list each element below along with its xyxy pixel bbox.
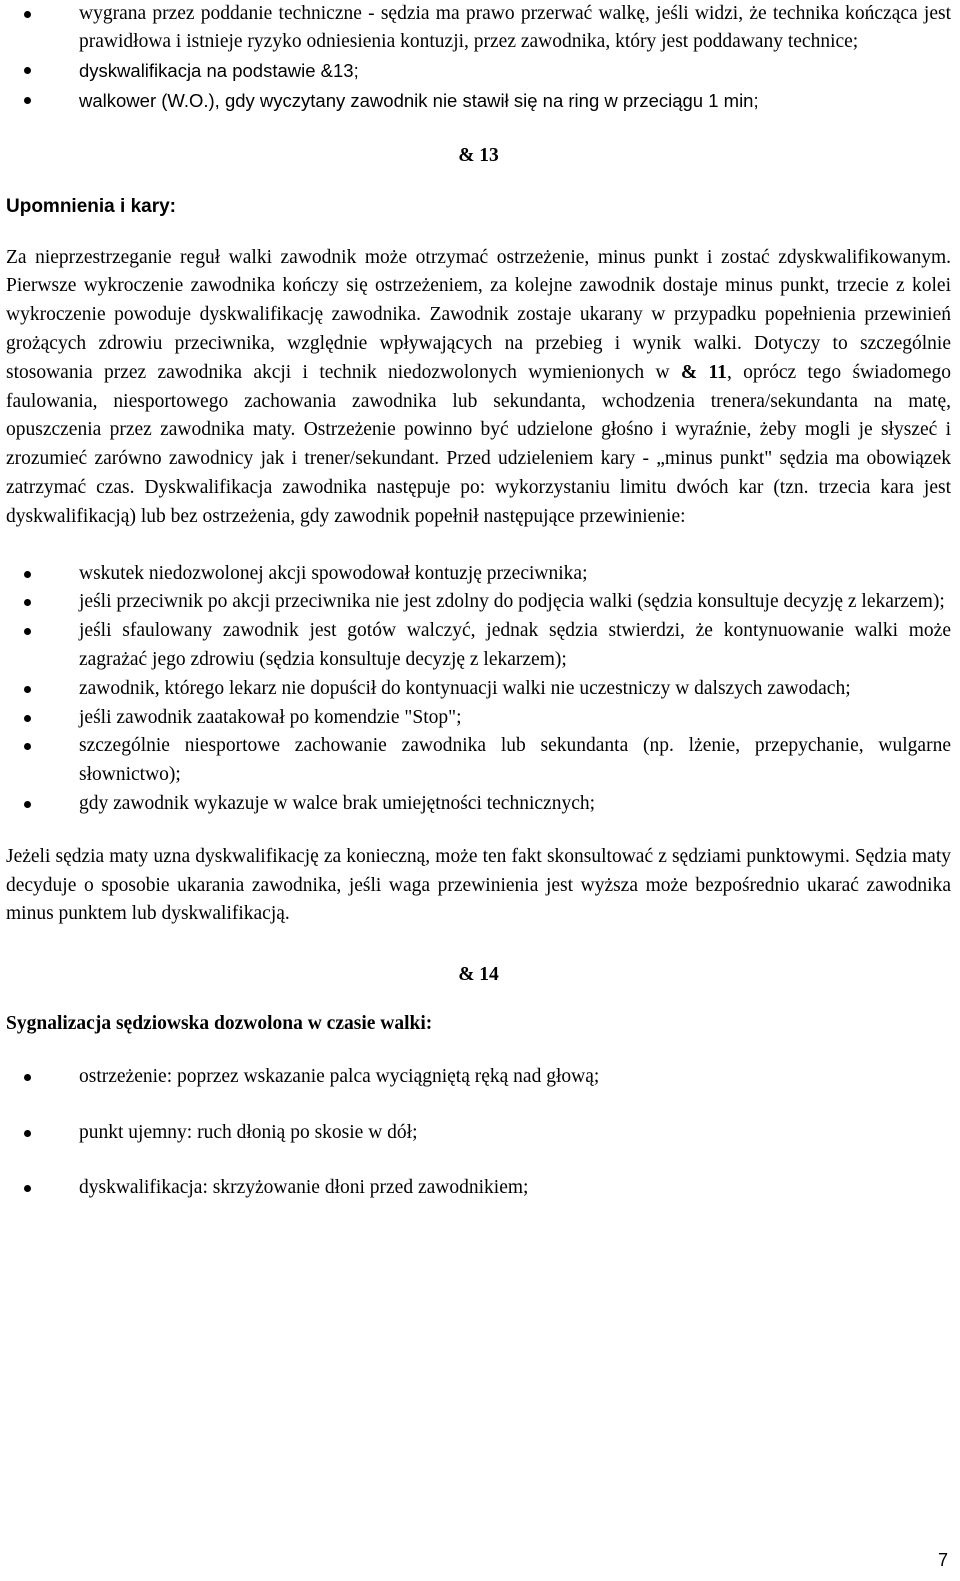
list-item: dyskwalifikacja na podstawie &13; [6,56,951,86]
section-14-list [6,1063,951,1203]
section-13-paragraph [6,244,951,532]
list-item: szczególnie niesportowe zachowanie zawodnika lub sekundanta (np. lżenie, przepychanie, wulgarne słownictwo); [6,732,951,790]
list-item: jeśli sfaulowany zawodnik jest gotów walczyć, jednak sędzia stwierdzi, że kontynuowanie walki może zagrażać jego zdrowiu (sędzia konsultuje decyzję z lekarzem); [6,617,951,675]
list-item: jeśli zawodnik zaatakował po komendzie "Stop"; [6,704,951,733]
list-item: ostrzeżenie: poprzez wskazanie palca wyciągniętą ręką nad głową; [6,1063,951,1092]
section-reference: & 11 [680,361,727,383]
list-item: wskutek niedozwolonej akcji spowodował kontuzję przeciwnika; [6,560,951,589]
section-14-heading: Sygnalizacja sędziowska dozwolona w czasie walki: [6,1012,433,1034]
page-number: 7 [937,1550,948,1570]
paragraph-text-a: Za nieprzestrzeganie reguł walki zawodnik może otrzymać ostrzeżenie, minus punkt i zostać zdyskwalifikowanym. [6,246,951,268]
list-item: jeśli przeciwnik po akcji przeciwnika nie jest zdolny do podjęcia walki (sędzia konsultuje decyzję z lekarzem); [6,588,951,617]
list-item: dyskwalifikacja: skrzyżowanie dłoni przed zawodnikiem; [6,1174,951,1203]
list-item: walkower (W.O.), gdy wyczytany zawodnik nie stawił się na ring w przeciągu 1 min; [6,86,951,116]
top-list [6,0,951,116]
section-13-number: & 13 [458,145,499,166]
document-page [6,0,951,1203]
paragraph-text-b: Pierwsze wykroczenie zawodnika kończy się ostrzeżeniem, za kolejne zawodnik dostaje minus punkt, trzecie z kolei wykroczenie powoduje dyskwalifikację zawodnika. Zawodnik zostaje ukarany w przypadku popełnienia przewinień grożących zdrowiu przeciwnika, względnie wpływających na przebieg i wynik walki. Dotyczy to szczególnie stosowania przez zawodnika akcji i technik niedozwolonych wymienionych w [6,275,951,383]
list-item: wygrana przez poddanie techniczne - sędzia ma prawo przerwać walkę, jeśli widzi, że technika kończąca jest prawidłowa i istnieje ryzyko odniesienia kontuzji, przez zawodnika, który jest poddawany technice; [6,0,951,56]
section-13-closing: Jeżeli sędzia maty uzna dyskwalifikację za konieczną, może ten fakt skonsultować z sędziami punktowymi. Sędzia maty decyduje o sposobie ukarania zawodnika, jeśli waga przewinienia jest wyższa może bezpośrednio ukarać zawodnika minus punktem lub dyskwalifikacją. [6,845,951,925]
list-item: punkt ujemny: ruch dłonią po skosie w dół; [6,1119,951,1148]
section-14-number: & 14 [458,964,499,986]
section-13-heading: Upomnienia i kary: [6,195,176,217]
list-item: gdy zawodnik wykazuje w walce brak umiejętności technicznych; [6,790,951,819]
list-item: zawodnik, którego lekarz nie dopuścił do kontynuacji walki nie uczestniczy w dalszych zawodach; [6,675,951,704]
section-13-list [6,560,951,819]
paragraph-text-c: , oprócz tego świadomego faulowania, niesportowego zachowania zawodnika lub sekundanta, wchodzenia trenera/sekundanta na matę, opuszczenia przez zawodnika maty. Ostrzeżenie powinno być udzielone głośno i wyraźnie, żeby mogli je słyszeć i zrozumieć zarówno zawodnicy jak i trener/sekundant. Przed udzieleniem kary - „minus punkt" sędzia ma obowiązek zatrzymać czas. Dyskwalifikacja zawodnika następuje po: wykorzystaniu limitu dwóch kar (tzn. trzecia kara jest dyskwalifikacją) lub bez ostrzeżenia, gdy zawodnik popełnił następujące przewinienie: [6,361,952,527]
